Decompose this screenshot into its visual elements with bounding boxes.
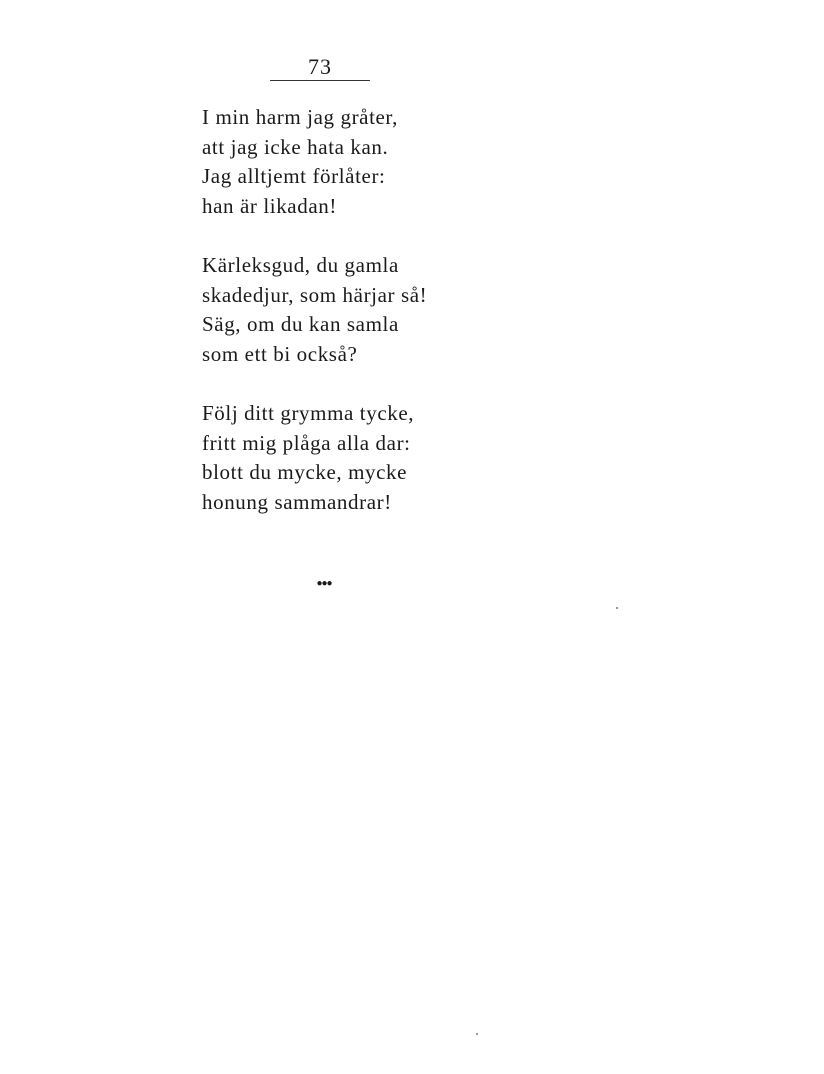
poem-line: blott du mycke, mycke bbox=[202, 460, 408, 484]
page-number: 73 bbox=[308, 54, 332, 79]
poem-line: skadedjur, som härjar så! bbox=[202, 282, 428, 307]
paper-speck bbox=[476, 1033, 478, 1035]
poem-line: Jag alltjemt förlåter: bbox=[202, 164, 386, 188]
poem-line: som ett bi också? bbox=[202, 341, 358, 366]
poem-line: Kärleksgud, du gamla bbox=[202, 253, 399, 277]
stanza-2 bbox=[202, 251, 622, 369]
poem bbox=[202, 103, 622, 547]
poem-line: I min harm jag gråter, bbox=[202, 105, 399, 129]
poem-line: fritt mig plåga alla dar: bbox=[202, 430, 411, 455]
poem-line: honung sammandrar! bbox=[202, 489, 392, 514]
page-number-rule bbox=[270, 80, 370, 81]
end-ornament: ●●● bbox=[316, 578, 332, 589]
poem-line: Följ ditt grymma tycke, bbox=[202, 401, 415, 425]
poem-line: Säg, om du kan samla bbox=[202, 312, 399, 336]
paper-speck bbox=[616, 607, 618, 609]
stanza-1 bbox=[202, 103, 622, 221]
stanza-3 bbox=[202, 399, 622, 517]
poem-line: att jag icke hata kan. bbox=[202, 134, 389, 159]
poem-line: han är likadan! bbox=[202, 193, 337, 218]
